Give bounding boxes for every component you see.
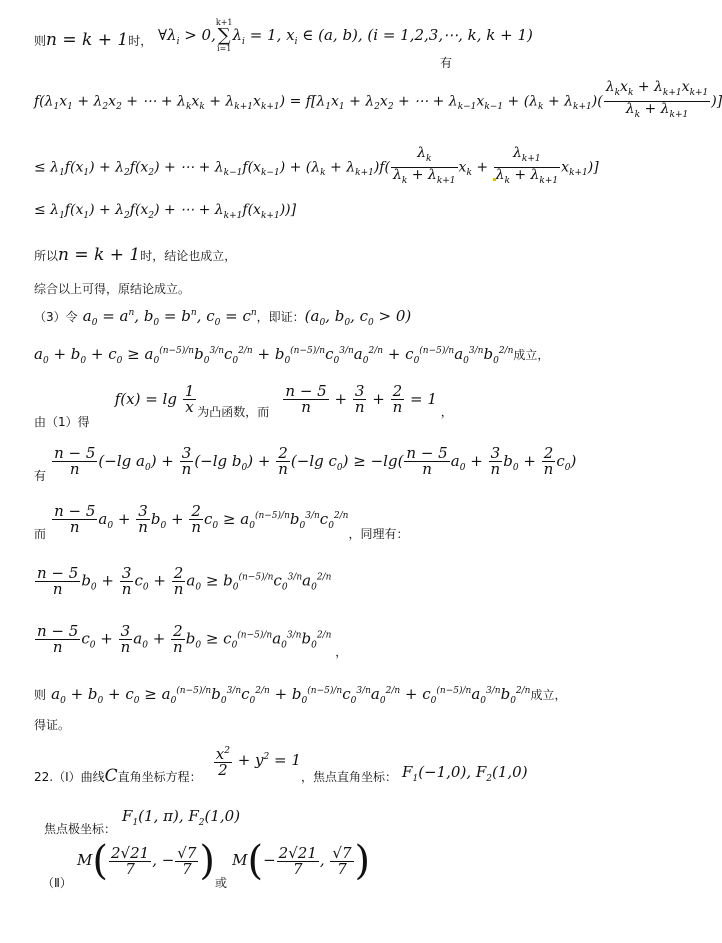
math-amgm-b: $\frac{n - 5}{n}$ $b_0$ + $\frac{3}{n}$ $c_0$ + $\frac{2}{n}$ $a_0 \ge b_0^{(n-5)/n}c_0^{3/n}a_0^{2/n}$ [37, 564, 332, 598]
text-chengli: 成立， [513, 348, 550, 362]
math-defs: $a_0 = a^n$, $b_0 = b^n$, $c_0 = c^n$ [82, 307, 257, 328]
text-chengli-2: 成立， [530, 688, 567, 702]
text-jizheng: ，即证： [256, 310, 305, 324]
math-foci-cart: $F_1(-1,0)$, $F_2(1,0)$ [402, 763, 528, 784]
text-tongli: ，同理有： [348, 526, 409, 541]
line-suoyi [34, 245, 236, 265]
line-induction-hyp [34, 30, 152, 50]
text-shi-conclusion: 时，结论也成立， [140, 249, 237, 263]
text-you: 有 [440, 56, 453, 70]
line-jensen [34, 444, 577, 483]
math-weights-sum: $\frac{n - 5}{n}$ + $\frac{3}{n}$ + $\frac{2}{n}$ = 1 [285, 382, 437, 416]
text-q22-i: 22.（Ⅰ）曲线 [34, 770, 105, 784]
text-dezheng: 得证。 [34, 718, 71, 732]
line-part3 [34, 306, 411, 328]
text-zhijiao: 直角坐标方程： [117, 770, 202, 784]
math-lambda-condition: $\forall\lambda_i > 0$, k+1 ∑ i=1 $\lambda_i = 1$, $x_i$ ∈ (a, b), (i = 1,2,3,⋯, k, k + 1) [158, 18, 533, 53]
text-you-2: 有 [34, 468, 47, 483]
line-foci-polar [44, 806, 241, 836]
line-weighted-amgm [34, 502, 409, 541]
math-amgm-a: $\frac{n - 5}{n}$ $a_0$ + $\frac{3}{n}$ $b_0$ + $\frac{2}{n}$ $c_0 \ge a_0^{(n-5)/n}b_0^{3/n}c_0^{2/n}$ [54, 502, 349, 536]
text-ze: 则 [34, 34, 47, 48]
line-q22-i [34, 744, 528, 786]
text-ze-2: 则 [34, 688, 47, 702]
math-ellipse: $\frac{x^2}{2}$ + $y^2 = 1$ [215, 745, 301, 779]
math-jensen: $\frac{n - 5}{n}$ (−lg $a_0$) + $\frac{3}{n}$ (−lg $b_0$) + $\frac{2}{n}$ (−lg $c_0) \ge -\lg$( $\frac{n - 5}{n}$ $a_0$ + $\frac{3}{n}$ $b_0$ + $\frac{2}{n}$ $c_0$) [54, 444, 577, 478]
text-jiaodian-jz: 焦点极坐标： [44, 822, 117, 836]
text-huo: 或 [215, 876, 228, 890]
stray-mark [493, 178, 496, 181]
math-foci-polar: $F_1(1$, π), $F_2(1,0)$ [122, 807, 241, 828]
text-suoyi: 所以 [34, 249, 59, 263]
text-jiaodian-zj: ，焦点直角坐标： [300, 770, 397, 784]
text-you1de: 由（1）得 [34, 414, 90, 429]
math-final-ineq: $a_0 + b_0 + c_0 \ge a_0^{(n-5)/n}b_0^{3/n}c_0^{2/n} + b_0^{(n-5)/n}c_0^{3/n}a_0^{2/n} + c_0^{(n-5)/n}a_0^{3/n}b_0^{2/n}$ [51, 685, 531, 706]
line-convex: $_{由(1)得}$ f(x) = lg $\frac{1}{x}$ $_{为凸函数,而}$ $\frac{n - 5}{n}$ + $\frac{3}{n}$ + $\frac{2}{n}$ = 1 $_,$ [34, 382, 453, 429]
math-amgm-c: $\frac{n - 5}{n}$ $c_0$ + $\frac{3}{n}$ $a_0$ + $\frac{2}{n}$ $b_0 \ge c_0^{(n-5)/n}a_0^{3/n}b_0^{2/n}$ $_,$ [37, 622, 348, 659]
math-curve-c: C [104, 766, 118, 786]
math-f-lg: f(x) = lg $\frac{1}{x}$ [114, 382, 195, 416]
line-q22-ii [42, 838, 371, 890]
math-ineq-step1: ≤ $\lambda_1f(x_1) + \lambda_2f(x_2)$ + ⋯ + $\lambda_{k-1}f(x_{k-1}) + (\lambda_k + \lambda_{k+1})f$( $\frac{\lambda_k}{\lambda_k + \lambda_{k+1}}$ $x_k$ + $\frac{\lambda_{k+1}}{\lambda_k + \lambda_{k+1}}$ $x_{k+1}$)] [34, 145, 599, 186]
math-positive: ($a_0$, $b_0$, $c_0 > 0$) [304, 307, 412, 328]
math-n-eq-k1: n = k + 1 [46, 30, 129, 50]
line-final [34, 684, 567, 706]
math-target-ineq: $a_0 + b_0 + c_0 \ge a_0^{(n-5)/n}b_0^{3/n}c_0^{2/n} + b_0^{(n-5)/n}c_0^{3/n}a_0^{2/n} + c_0^{(n-5)/n}a_0^{3/n}b_0^{2/n}$ [34, 345, 514, 366]
text-part3-prefix: （3）令 [34, 310, 78, 324]
math-ineq-step2: ≤ $\lambda_1f(x_1) + \lambda_2f(x_2)$ + ⋯ + $\lambda_{k+1}f(x_{k+1})$)] [34, 202, 297, 221]
text-er: 而 [34, 526, 47, 541]
math-point-m1: M( $\frac{2√21}{7}$ , − $\frac{√7}{7}$ ) [77, 838, 216, 884]
math-point-m2: M(− $\frac{2√21}{7}$ , $\frac{√7}{7}$ ) [232, 838, 371, 884]
text-aotu: 为凸函数，而 [197, 404, 270, 419]
math-f-expansion: $f(\lambda_1x_1 + \lambda_2x_2$ + ⋯ + $\lambda_kx_k + \lambda_{k+1}x_{k+1}) = f[\lambda_1x_1 + \lambda_2x_2$ + ⋯ + $\lambda_{k-1}x_{k-1} + (\lambda_k + \lambda_{k+1})$( $\frac{\lambda_kx_k + \lambda_{k+1}x_{k+1}}{\lambda_k + \lambda_{k+1}}$ )] [34, 79, 722, 120]
text-combined: 综合以上可得，原结论成立。 [34, 282, 191, 296]
line-target-ineq [34, 344, 549, 366]
text-q22-ii: （Ⅱ） [42, 876, 72, 890]
math-n-eq-k1-b: n = k + 1 [58, 245, 141, 265]
text-shi: 时， [128, 34, 153, 48]
